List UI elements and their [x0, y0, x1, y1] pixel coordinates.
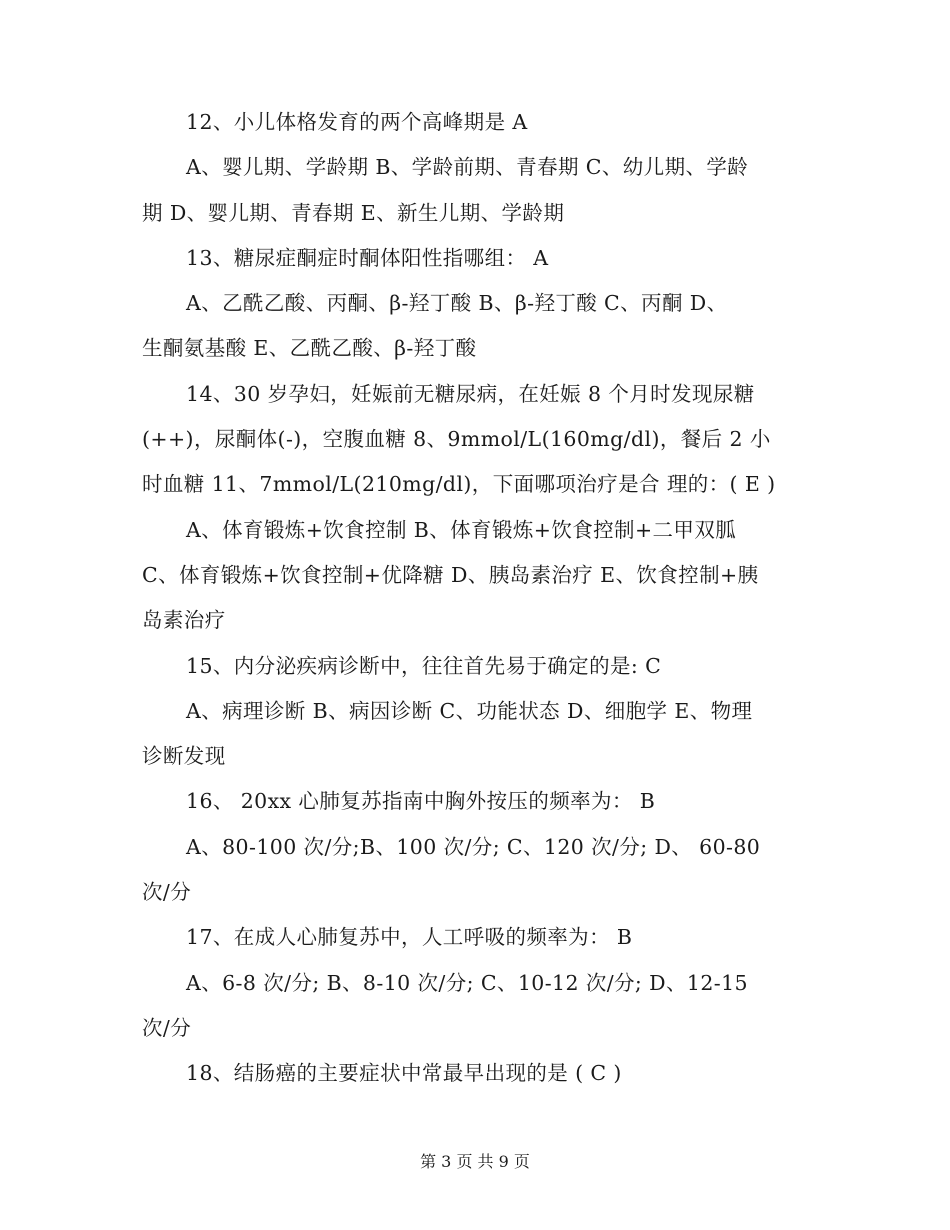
text-line: 期 D、婴儿期、青春期 E、新生儿期、学龄期	[142, 200, 565, 225]
text-line: 16、 20xx 心肺复苏指南中胸外按压的频率为： B	[186, 789, 656, 814]
text-line: 17、在成人心肺复苏中，人工呼吸的频率为： B	[186, 925, 633, 950]
text-line: 次/分	[142, 880, 192, 905]
text-line: A、体育锻炼+饮食控制 B、体育锻炼+饮食控制+二甲双胍	[186, 517, 737, 542]
text-line: A、6-8 次/分; B、8-10 次/分; C、10-12 次/分; D、12-15	[186, 970, 748, 995]
text-line: C、体育锻炼+饮食控制+优降糖 D、胰岛素治疗 E、饮食控制+胰	[142, 562, 759, 587]
text-line: 18、结肠癌的主要症状中常最早出现的是 ( C )	[186, 1061, 622, 1086]
text-line: (++)，尿酮体(-)，空腹血糖 8、9mmol/L(160mg/dl)，餐后 2 小	[142, 427, 771, 452]
text-line: A、80-100 次/分;B、100 次/分; C、120 次/分; D、 60-80	[186, 834, 761, 859]
page-footer: 第 3 页 共 9 页	[420, 1152, 530, 1171]
text-line: 12、小儿体格发育的两个高峰期是 A	[186, 110, 528, 134]
text-line: 诊断发现	[142, 744, 226, 769]
text-line: 13、糖尿症酮症时酮体阳性指哪组： A	[186, 245, 549, 270]
document-body	[142, 100, 812, 1097]
text-line: A、病理诊断 B、病因诊断 C、功能状态 D、细胞学 E、物理	[186, 698, 753, 723]
text-line: A、婴儿期、学龄期 B、学龄前期、青春期 C、幼儿期、学龄	[186, 155, 749, 180]
text-line: 次/分	[142, 1015, 192, 1040]
text-line: 生酮氨基酸 E、乙酰乙酸、β-羟丁酸	[142, 336, 477, 361]
text-line: 时血糖 11、7mmol/L(210mg/dl)，下面哪项治疗是合 理的：( E )	[142, 472, 776, 497]
text-line: 14、30 岁孕妇，妊娠前无糖尿病，在妊娠 8 个月时发现尿糖	[186, 381, 755, 406]
text-line: A、乙酰乙酸、丙酮、β-羟丁酸 B、β-羟丁酸 C、丙酮 D、	[186, 291, 728, 316]
text-line: 15、内分泌疾病诊断中，往往首先易于确定的是: C	[186, 653, 662, 678]
text-line: 岛素治疗	[142, 608, 226, 633]
